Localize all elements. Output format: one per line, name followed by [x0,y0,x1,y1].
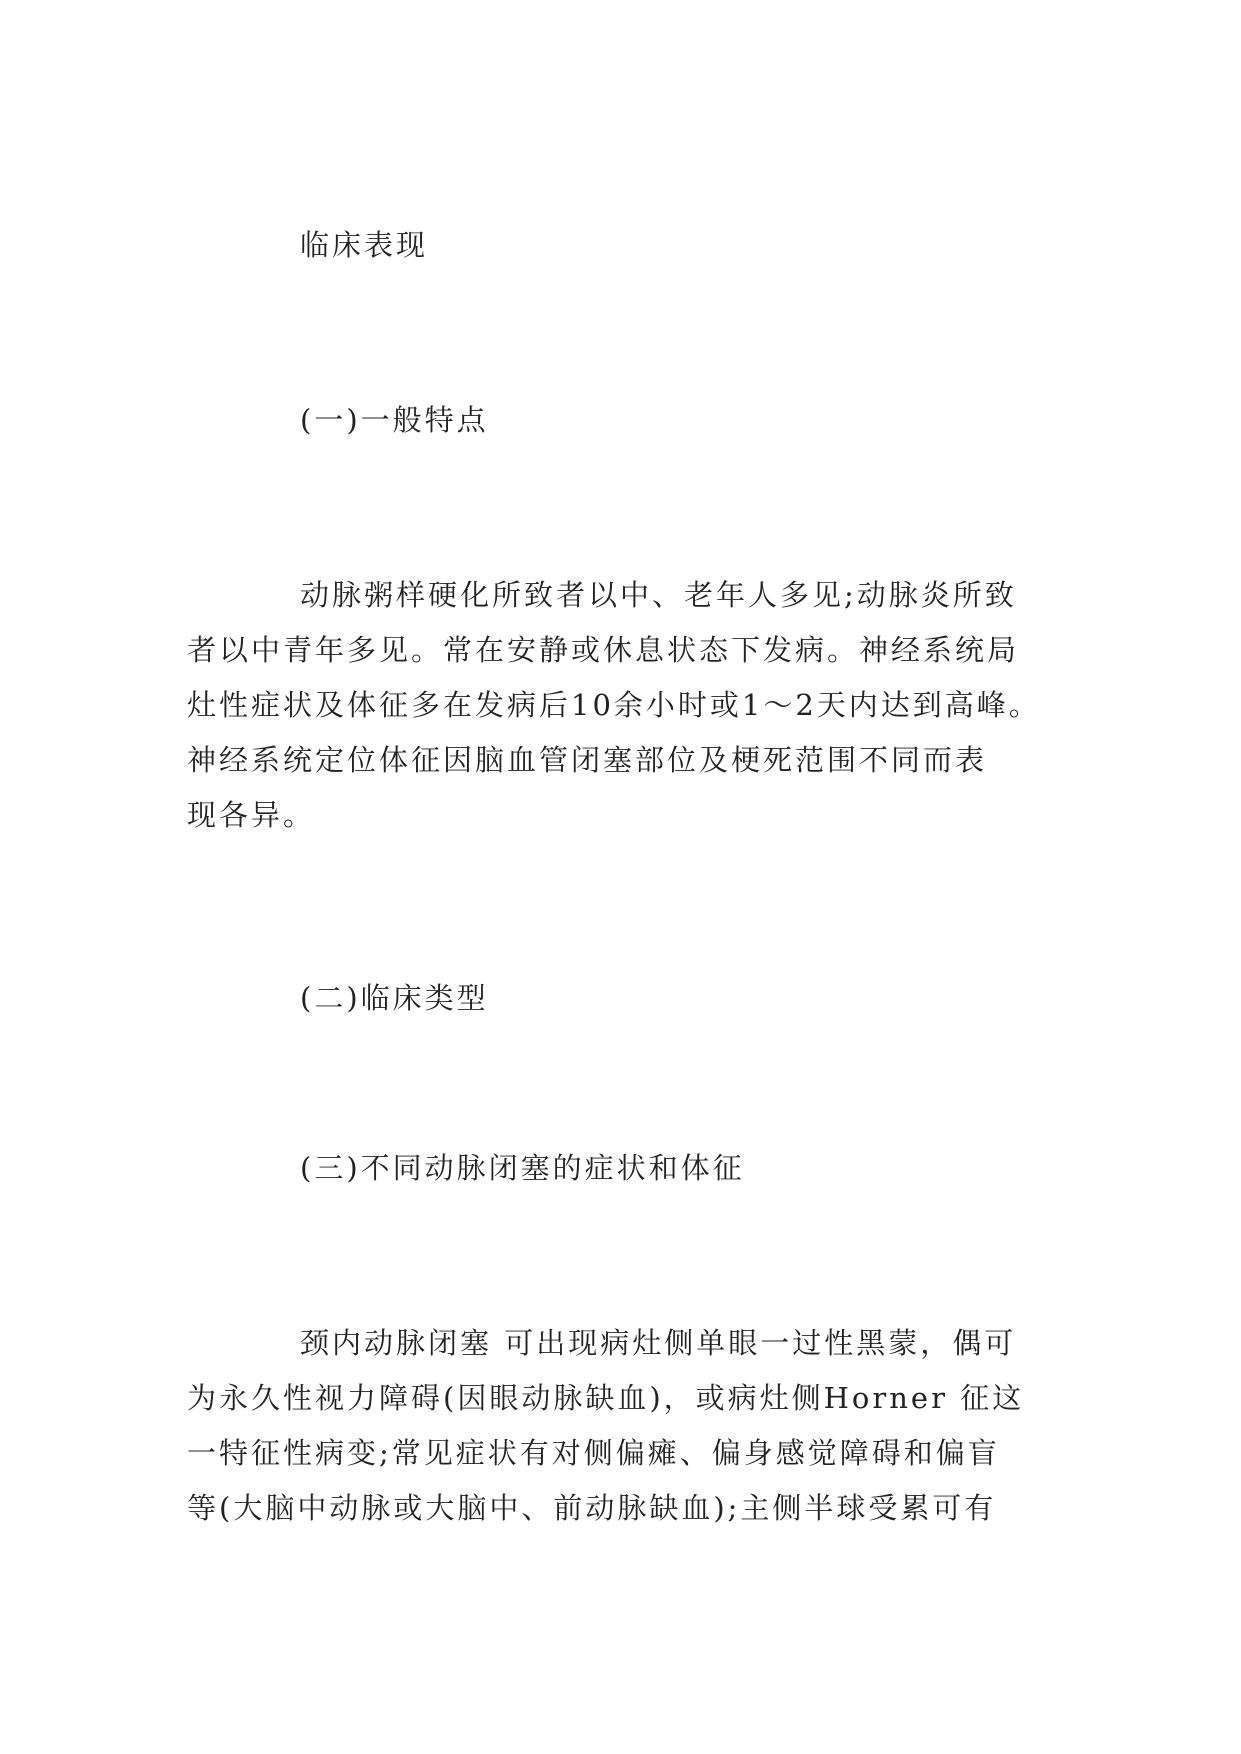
paragraph-line: 一特征性病变;常见症状有对侧偏瘫、偏身感觉障碍和偏盲 [187,1436,1000,1470]
paragraph-line: 为永久性视力障碍(因眼动脉缺血)，或病灶侧Horner 征这 [187,1381,1025,1415]
paragraph-line: 等(大脑中动脉或大脑中、前动脉缺血);主侧半球受累可有 [187,1491,997,1525]
paragraph-line: 神经系统定位体征因脑血管闭塞部位及梗死范围不同而表 [187,743,988,777]
paragraph-line: 颈内动脉闭塞 可出现病灶侧单眼一过性黑蒙，偶可 [300,1326,1017,1360]
paragraph-line: 灶性症状及体征多在发病后10余小时或1～2天内达到高峰。 [187,688,1041,722]
subsection-heading-general: (一)一般特点 [300,403,489,437]
paragraph-internal-carotid [187,1316,1049,1536]
subsection-heading-artery-occlusion: (三)不同动脉闭塞的症状和体征 [300,1151,745,1185]
subsection-heading-clinical-types: (二)临床类型 [300,981,489,1015]
paragraph-line: 现各异。 [187,798,316,832]
paragraph-line: 者以中青年多见。常在安静或休息状态下发病。神经系统局 [187,633,1020,667]
paragraph-general-features [187,568,1049,843]
paragraph-line: 动脉粥样硬化所致者以中、老年人多见;动脉炎所致 [300,578,1017,612]
section-title: 临床表现 [300,228,429,262]
